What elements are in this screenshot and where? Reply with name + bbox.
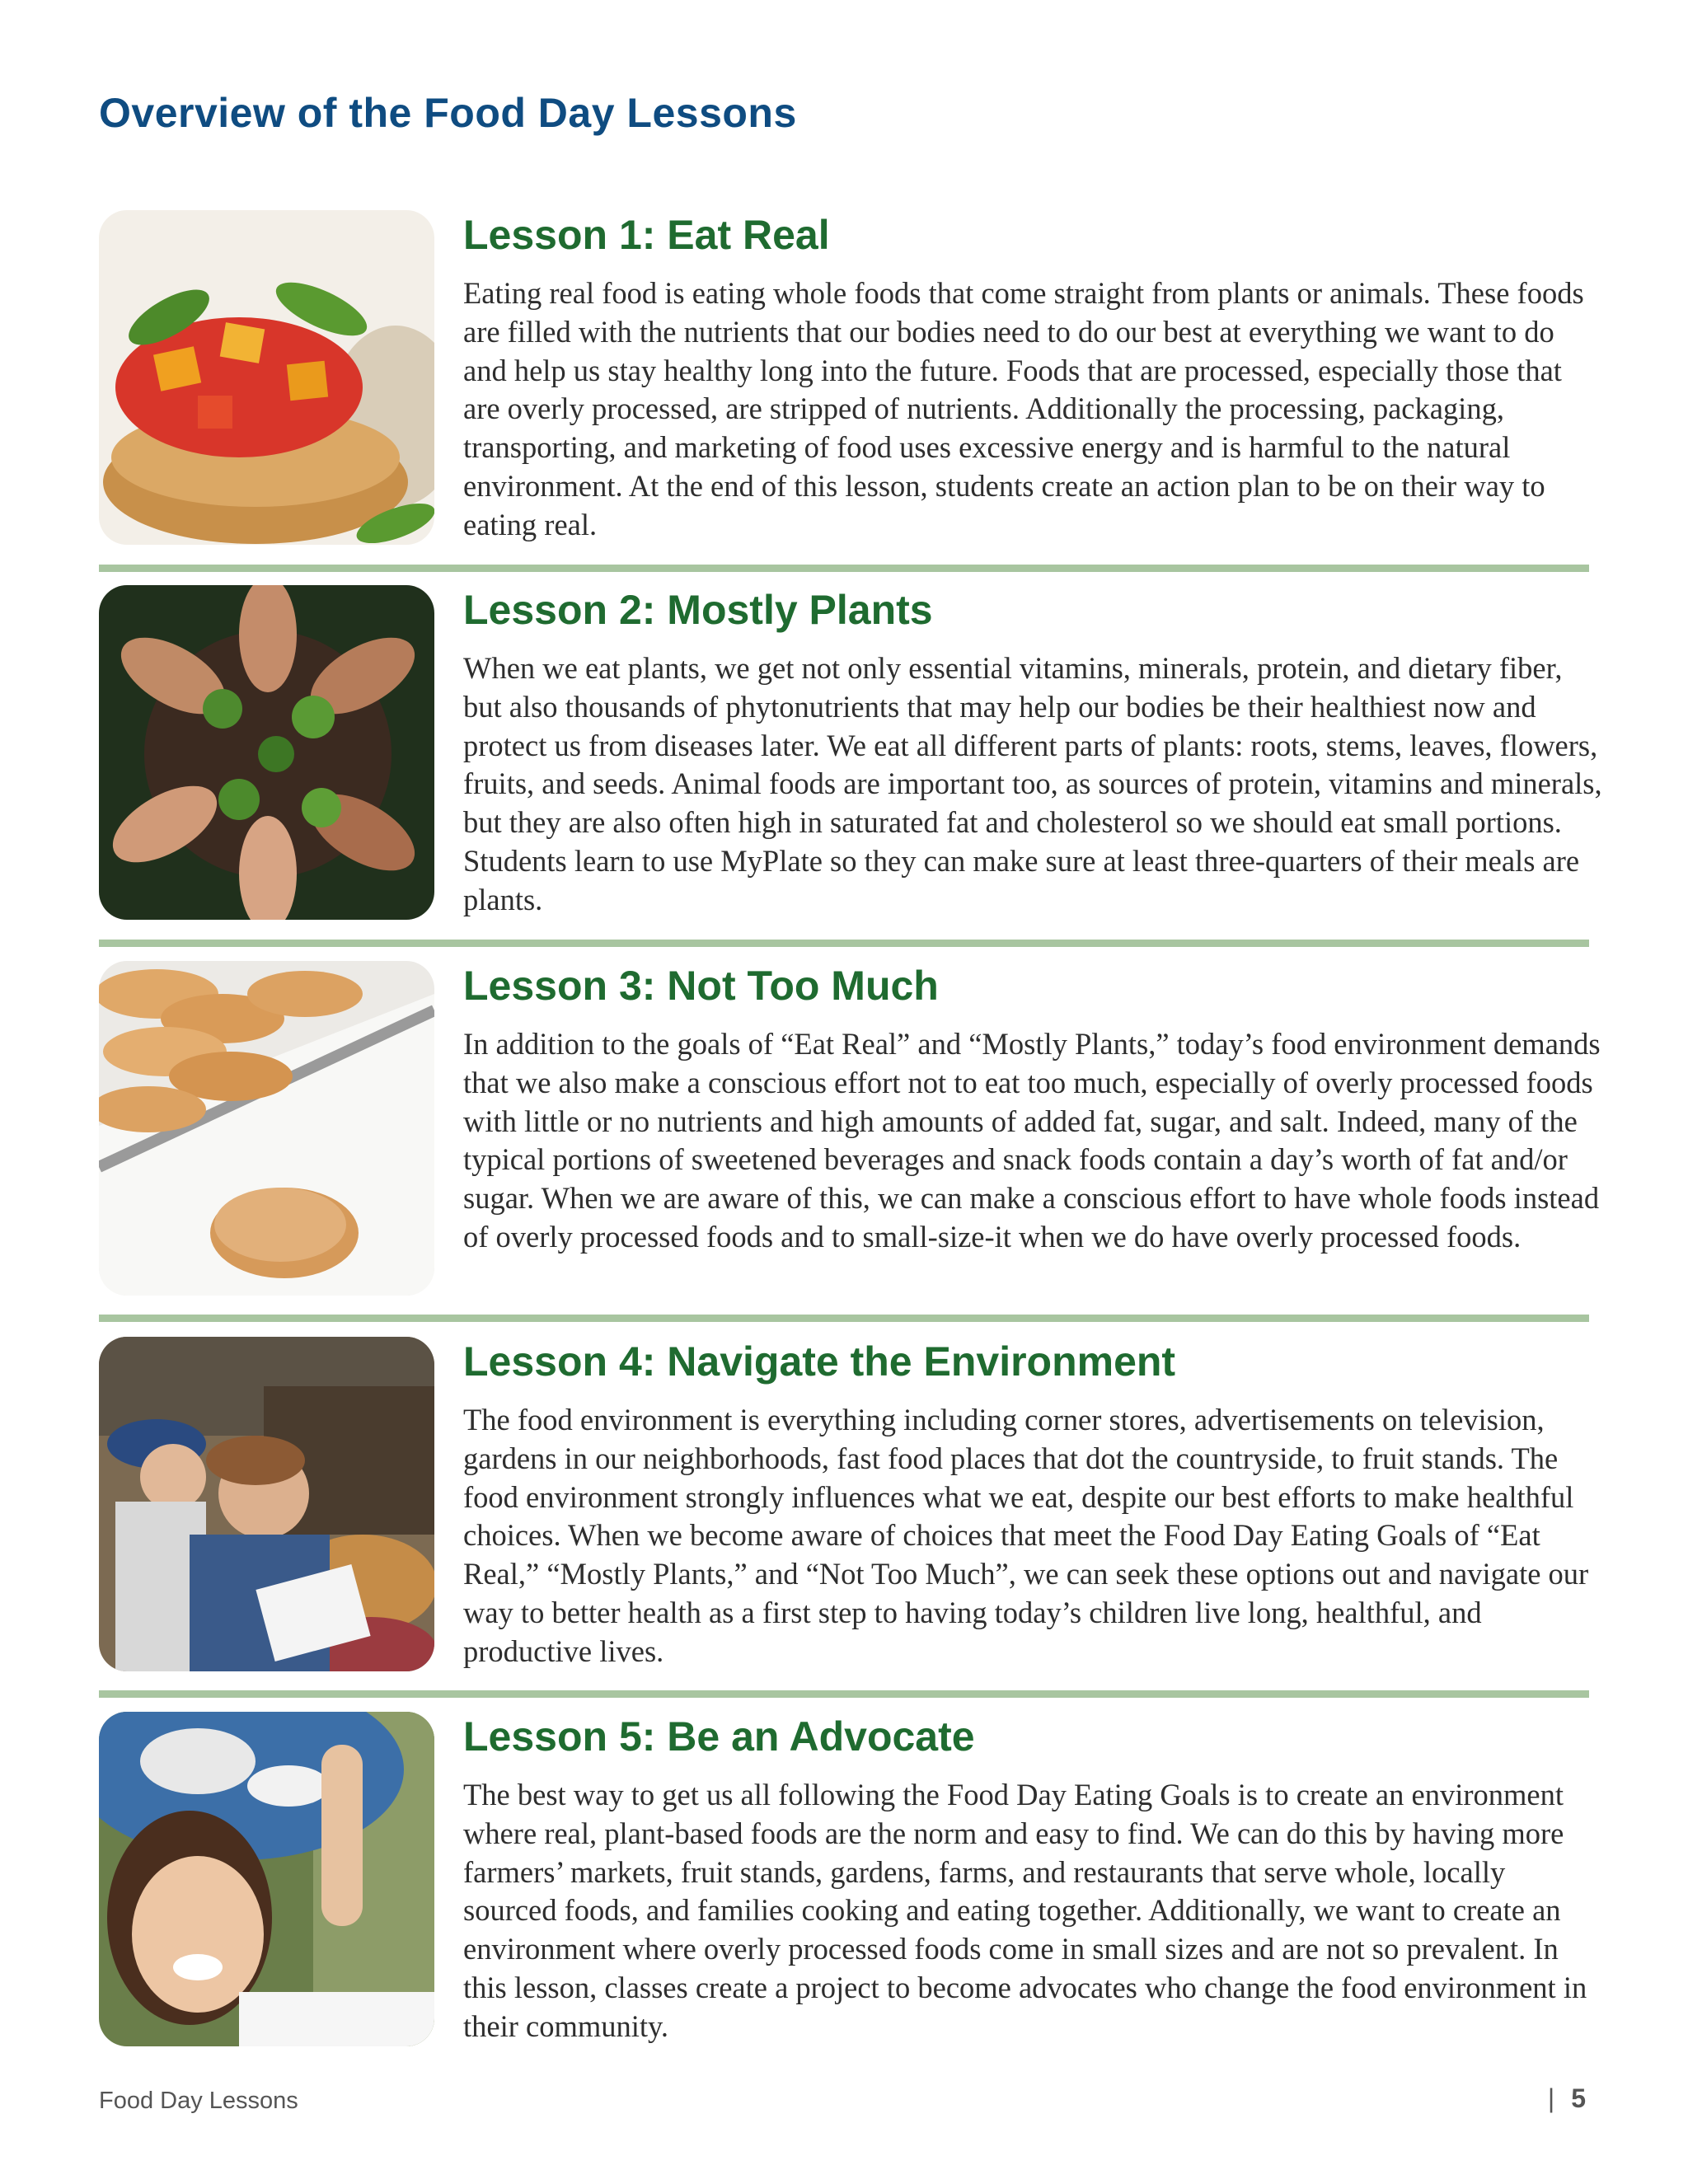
lesson-4-body: The food environment is everything including corner stores, advertisements on television, gardens in our neighborhoods, fast food places that dot the countryside, to fruit stands. The food environment strongly influences what we eat, despite our best efforts to make healthful choices. When we become aware of choices that meet the Food Day Eating Goals of “Eat Real,” “Mostly Plants,” and “Not Too Much”, we can seek these options out and navigate our way to better health as a first step to having today’s children live long, healthful, and productive lives.: [463, 1403, 1589, 1668]
lesson-4-title: Lesson 4: Navigate the Environment: [463, 1338, 1176, 1385]
footer-document-title: Food Day Lessons: [99, 2088, 298, 2114]
footer-separator: |: [1547, 2083, 1555, 2113]
page-number: 5: [1571, 2083, 1586, 2113]
lesson-3-section: [99, 961, 1601, 1297]
lesson-5-title: Lesson 5: Be an Advocate: [463, 1713, 975, 1760]
divider: [99, 1315, 1589, 1322]
girl-holding-globe-photo: [99, 1712, 434, 2046]
lesson-1-body: Eating real food is eating whole foods that come straight from plants or animals. These foods are filled with the nutrients that our bodies need to do our best at everything we want to do and help us stay healthy long into the future. Foods that are processed, especially those that are overly processed, are stripped of nutrients. Additionally the processing, packaging, transporting, and marketing of food uses excessive energy and is harmful to the natural environment. At the end of this lesson, students create an action plan to be on their way to eating real.: [463, 276, 1584, 541]
page-title: Overview of the Food Day Lessons: [99, 90, 797, 136]
divider: [99, 940, 1589, 947]
lesson-4-section: [99, 1337, 1589, 1673]
hands-holding-seedlings-photo: [99, 585, 434, 920]
divider: [99, 1690, 1589, 1698]
lesson-5-body: The best way to get us all following the Food Day Eating Goals is to create an environment where real, plant-based foods are the norm and easy to find. We can do this by having more farmers’ markets, fruit stands, gardens, farms, and restaurants that serve whole, locally sourced foods, and families cooking and eating together. Additionally, we want to create an environment where overly processed foods come in small sizes and are not so prevalent. In this lesson, classes create a project to become advocates who change the food environment in their community.: [463, 1778, 1587, 2043]
lesson-5-section: [99, 1712, 1589, 2048]
divider: [99, 565, 1589, 572]
lesson-1-title: Lesson 1: Eat Real: [463, 212, 830, 258]
cookies-photo: [99, 961, 434, 1296]
lesson-2-body: When we eat plants, we get not only essential vitamins, minerals, protein, and dietary fiber, but also thousands of phytonutrients that may help our bodies be their healthiest now and protect us from diseases later. We eat all different parts of plants: roots, stems, leaves, flowers, fruits, and seeds. Animal foods are important too, as sources of protein, vitamins and minerals, but they are also often high in saturated fat and cholesterol so we should eat small portions. Students learn to use MyPlate so they can make sure at least three-quarters of their meals are plants.: [463, 651, 1602, 916]
lesson-3-title: Lesson 3: Not Too Much: [463, 963, 939, 1009]
students-at-market-photo: [99, 1337, 434, 1671]
lesson-1-section: [99, 210, 1589, 546]
bruschetta-photo: [99, 210, 434, 545]
lesson-3-body: In addition to the goals of “Eat Real” and “Mostly Plants,” today’s food environment demands that we also make a conscious effort not to eat too much, especially of overly processed foods with little or no nutrients and high amounts of added fat, sugar, and salt. Indeed, many of the typical portions of sweetened beverages and snack foods contain a day’s worth of fat and/or sugar. When we are aware of this, we can make a conscious effort to have whole foods instead of overly processed foods and to small-size-it when we do have overly processed foods.: [463, 1027, 1601, 1254]
lesson-2-section: [99, 585, 1602, 921]
footer-page-number: [1548, 2083, 1586, 2114]
lesson-2-title: Lesson 2: Mostly Plants: [463, 587, 933, 633]
